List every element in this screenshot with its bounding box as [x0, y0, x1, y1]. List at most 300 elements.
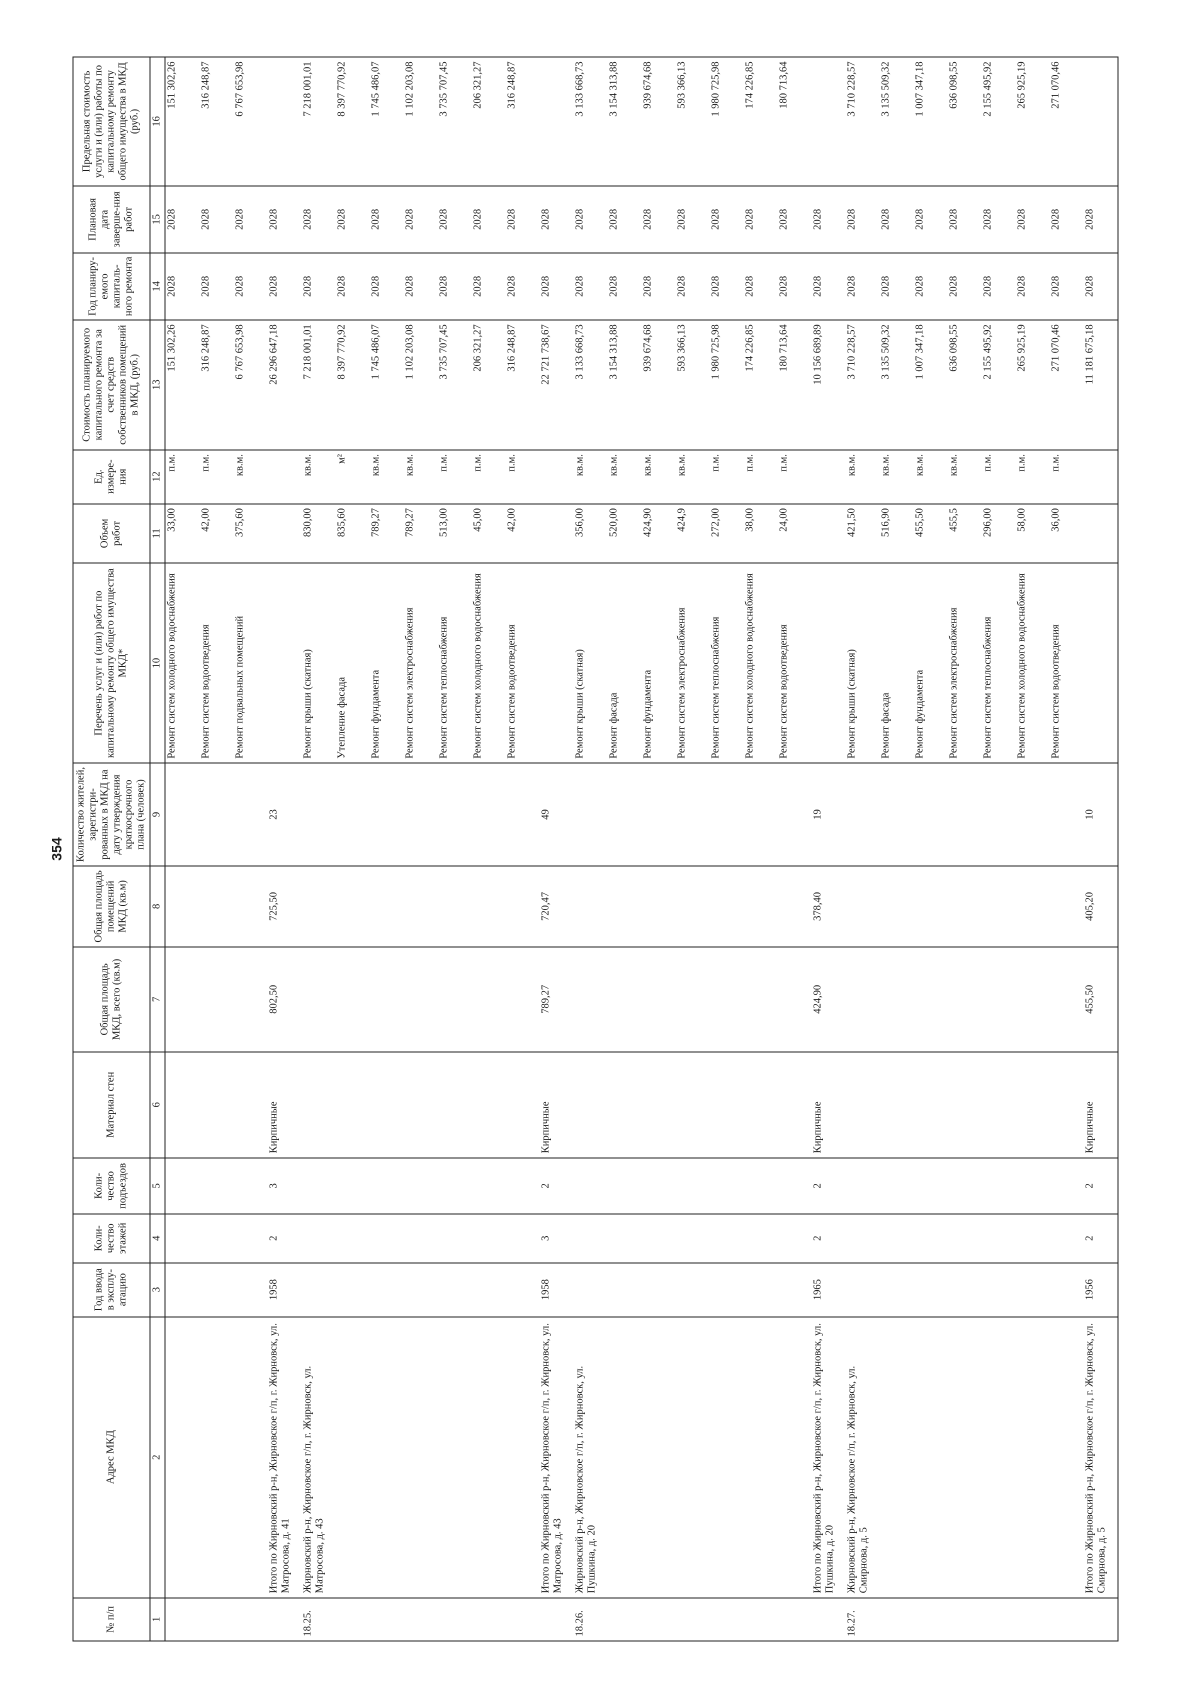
table-cell: [812, 1597, 846, 1640]
table-cell: 6 767 653,98: [234, 57, 268, 186]
table-cell: [1016, 1316, 1050, 1597]
table-cell: [982, 1157, 1016, 1213]
table-cell: [676, 1213, 710, 1262]
table-cell: [472, 946, 506, 1051]
table-row: [744, 57, 778, 1641]
table-cell: [165, 946, 200, 1051]
table-cell: [370, 1316, 404, 1597]
table-cell: 174 226,85: [744, 319, 778, 449]
table-cell: 1965: [812, 1262, 846, 1316]
table-cell: 1 745 486,07: [370, 319, 404, 449]
col-number: 8: [150, 865, 165, 946]
table-cell: [506, 1597, 540, 1640]
table-cell: [1050, 1051, 1084, 1157]
table-row: [165, 57, 200, 1641]
table-cell: [268, 449, 302, 503]
col-number: 12: [150, 449, 165, 503]
table-cell: [1016, 1051, 1050, 1157]
table-cell: [914, 1213, 948, 1262]
table-cell: [302, 1262, 336, 1316]
table-cell: [1084, 563, 1119, 763]
table-cell: [914, 1157, 948, 1213]
table-cell: 2028: [472, 185, 506, 252]
table-cell: 2028: [778, 252, 812, 319]
table-cell: [880, 946, 914, 1051]
table-cell: [472, 1051, 506, 1157]
table-cell: [608, 1316, 642, 1597]
table-cell: 424,9: [676, 503, 710, 562]
table-cell: 2 155 495,92: [982, 319, 1016, 449]
table-cell: кв.м.: [302, 449, 336, 503]
table-cell: 316 248,87: [506, 319, 540, 449]
table-cell: Ремонт систем теплоснабжения: [982, 563, 1016, 763]
table-cell: [234, 865, 268, 946]
table-cell: 2028: [268, 185, 302, 252]
table-cell: [165, 1262, 200, 1316]
table-cell: кв.м.: [948, 449, 982, 503]
table-cell: Жирновский р-н, Жирновское г/п, г. Жирновск, ул. Смирнова, д. 5: [846, 1316, 880, 1597]
table-cell: [404, 946, 438, 1051]
table-cell: Итого по Жирновский р-н, Жирновское г/п, г. Жирновск, ул. Матросова, д. 41: [268, 1316, 302, 1597]
table-cell: Кирпичные: [540, 1051, 574, 1157]
table-cell: 2028: [676, 185, 710, 252]
table-cell: [778, 1262, 812, 1316]
table-cell: [1016, 1597, 1050, 1640]
table-cell: [710, 946, 744, 1051]
table-cell: [1050, 946, 1084, 1051]
table-cell: [778, 763, 812, 866]
table-cell: [370, 1262, 404, 1316]
table-cell: [982, 763, 1016, 866]
table-cell: 2028: [744, 252, 778, 319]
table-cell: [472, 1597, 506, 1640]
table-cell: [574, 1262, 608, 1316]
table-cell: 2: [268, 1213, 302, 1262]
table-cell: [506, 865, 540, 946]
col-number: 5: [150, 1157, 165, 1213]
table-cell: [778, 865, 812, 946]
table-cell: Ремонт фундамента: [642, 563, 676, 763]
table-cell: 2028: [302, 185, 336, 252]
table-cell: 1 980 725,98: [710, 319, 744, 449]
table-cell: [1084, 1597, 1119, 1640]
table-cell: [914, 865, 948, 946]
col-header: Общая площадь МКД, всего (кв.м): [73, 946, 150, 1051]
table-cell: [200, 1051, 234, 1157]
table-cell: [608, 1051, 642, 1157]
table-cell: [642, 865, 676, 946]
table-cell: [948, 1213, 982, 1262]
table-cell: [778, 1213, 812, 1262]
table-cell: [778, 1051, 812, 1157]
col-header: Перечень услуг и (или) работ по капитальному ремонту общего имущества МКД*: [73, 563, 150, 763]
table-cell: Ремонт систем водоотведения: [506, 563, 540, 763]
table-cell: 1 102 203,08: [404, 57, 438, 186]
table-cell: 3 135 509,32: [880, 319, 914, 449]
table-cell: 36,00: [1050, 503, 1084, 562]
table-cell: [948, 1051, 982, 1157]
table-cell: [778, 946, 812, 1051]
table-cell: 3 710 228,57: [846, 57, 880, 186]
table-row: [404, 57, 438, 1641]
table-cell: [336, 865, 370, 946]
table-cell: п.м.: [778, 449, 812, 503]
table-cell: 6 767 653,98: [234, 319, 268, 449]
table-cell: [574, 763, 608, 866]
table-cell: [676, 763, 710, 866]
table-cell: [165, 763, 200, 866]
table-cell: [472, 1157, 506, 1213]
table-cell: 2: [540, 1157, 574, 1213]
table-row: [1084, 57, 1119, 1641]
table-row: [302, 57, 336, 1641]
table-cell: 405,20: [1084, 865, 1119, 946]
col-number: 6: [150, 1051, 165, 1157]
col-header: Адрес МКД: [73, 1316, 150, 1597]
table-cell: 206 321,27: [472, 57, 506, 186]
table-cell: п.м.: [710, 449, 744, 503]
table-cell: 2028: [812, 185, 846, 252]
table-cell: [1050, 1213, 1084, 1262]
table-cell: [710, 763, 744, 866]
table-cell: 2028: [506, 185, 540, 252]
table-cell: [234, 1597, 268, 1640]
table-cell: 10: [1084, 763, 1119, 866]
table-cell: [165, 1597, 200, 1640]
table-cell: Кирпичные: [812, 1051, 846, 1157]
table-cell: [234, 1157, 268, 1213]
table-cell: [302, 1157, 336, 1213]
table-cell: п.м.: [506, 449, 540, 503]
table-cell: 2: [1084, 1157, 1119, 1213]
table-cell: [404, 865, 438, 946]
table-cell: 2028: [370, 185, 404, 252]
table-row: [812, 57, 846, 1641]
table-cell: [336, 1262, 370, 1316]
table-cell: [1084, 449, 1119, 503]
table-cell: [506, 1051, 540, 1157]
table-cell: п.м.: [200, 449, 234, 503]
table-cell: [404, 1262, 438, 1316]
table-cell: 2028: [982, 185, 1016, 252]
table-cell: Кирпичные: [268, 1051, 302, 1157]
table-cell: 296,00: [982, 503, 1016, 562]
table-cell: [676, 1262, 710, 1316]
column-number-row: [150, 57, 165, 1641]
table-cell: [438, 1316, 472, 1597]
table-cell: [302, 1051, 336, 1157]
table-cell: 265 925,19: [1016, 319, 1050, 449]
table-cell: [778, 1157, 812, 1213]
table-cell: 2028: [812, 252, 846, 319]
col-header: Плановая дата заверше-ния работ: [73, 185, 150, 252]
table-cell: [880, 763, 914, 866]
table-cell: 1958: [268, 1262, 302, 1316]
col-number: 15: [150, 185, 165, 252]
table-row: [710, 57, 744, 1641]
table-cell: [880, 1316, 914, 1597]
table-cell: [165, 1213, 200, 1262]
table-cell: [676, 1316, 710, 1597]
table-cell: [165, 1157, 200, 1213]
table-cell: [846, 1262, 880, 1316]
table-cell: Утепление фасада: [336, 563, 370, 763]
table-cell: [438, 1157, 472, 1213]
table-cell: 2028: [642, 252, 676, 319]
table-row: [234, 57, 268, 1641]
table-cell: [302, 763, 336, 866]
table-cell: кв.м.: [574, 449, 608, 503]
table-cell: [880, 1262, 914, 1316]
table-cell: 378,40: [812, 865, 846, 946]
table-cell: [812, 563, 846, 763]
table-cell: [200, 865, 234, 946]
table-cell: Ремонт крыши (скатная): [574, 563, 608, 763]
table-cell: Ремонт систем холодного водоснабжения: [744, 563, 778, 763]
table-row: [914, 57, 948, 1641]
table-row: [200, 57, 234, 1641]
table-cell: [540, 57, 574, 186]
table-cell: 2028: [268, 252, 302, 319]
table-cell: 2028: [914, 252, 948, 319]
table-cell: п.м.: [1016, 449, 1050, 503]
table-cell: [914, 1262, 948, 1316]
table-cell: [642, 763, 676, 866]
table-cell: [1016, 1157, 1050, 1213]
table-cell: [744, 763, 778, 866]
table-cell: 2 155 495,92: [982, 57, 1016, 186]
table-cell: 42,00: [200, 503, 234, 562]
table-cell: Ремонт систем электроснабжения: [404, 563, 438, 763]
table-cell: [574, 1213, 608, 1262]
table-cell: 3 154 313,88: [608, 57, 642, 186]
table-cell: [404, 1597, 438, 1640]
table-row: [982, 57, 1016, 1641]
table-cell: [948, 763, 982, 866]
table-cell: [234, 1213, 268, 1262]
header-row: [73, 57, 150, 1641]
table-cell: 516,90: [880, 503, 914, 562]
table-cell: 939 674,68: [642, 57, 676, 186]
table-cell: 2028: [608, 185, 642, 252]
table-cell: [608, 1157, 642, 1213]
table-cell: 272,00: [710, 503, 744, 562]
table-cell: [506, 1262, 540, 1316]
table-cell: Ремонт систем электроснабжения: [676, 563, 710, 763]
table-cell: [438, 763, 472, 866]
table-cell: [710, 1051, 744, 1157]
table-cell: [438, 1597, 472, 1640]
table-cell: 18.27.: [846, 1597, 880, 1640]
table-cell: [982, 865, 1016, 946]
table-cell: [200, 1157, 234, 1213]
table-cell: [370, 946, 404, 1051]
col-header: Стоимость планируемого капитального ремонта за счет средств собственников помещений в МКД, (руб.): [73, 319, 150, 449]
table-cell: 1 007 347,18: [914, 319, 948, 449]
table-cell: [438, 946, 472, 1051]
table-cell: 23: [268, 763, 302, 866]
table-cell: 593 366,13: [676, 57, 710, 186]
table-cell: 18.25.: [302, 1597, 336, 1640]
table-row: [642, 57, 676, 1641]
table-cell: кв.м.: [642, 449, 676, 503]
table-cell: 22 721 738,67: [540, 319, 574, 449]
table-cell: [336, 1316, 370, 1597]
table-cell: Ремонт фасада: [608, 563, 642, 763]
table-cell: 2028: [1084, 252, 1119, 319]
table-cell: [234, 763, 268, 866]
table-cell: [370, 1213, 404, 1262]
rotated-sheet: [43, 26, 1158, 1671]
table-cell: 2028: [642, 185, 676, 252]
table-cell: 3 735 707,45: [438, 319, 472, 449]
table-cell: кв.м.: [676, 449, 710, 503]
table-cell: [302, 1213, 336, 1262]
table-cell: 26 296 647,18: [268, 319, 302, 449]
table-cell: [336, 1597, 370, 1640]
table-cell: [370, 1051, 404, 1157]
table-cell: Ремонт систем холодного водоснабжения: [165, 563, 200, 763]
table-row: [574, 57, 608, 1641]
table-cell: 421,50: [846, 503, 880, 562]
table-cell: [880, 1051, 914, 1157]
table-cell: 455,5: [948, 503, 982, 562]
table-cell: [200, 1262, 234, 1316]
table-cell: [506, 763, 540, 866]
table-cell: Ремонт систем водоотведения: [778, 563, 812, 763]
table-cell: [744, 1597, 778, 1640]
table-cell: [676, 1597, 710, 1640]
table-cell: [880, 1157, 914, 1213]
table-cell: Кирпичные: [1084, 1051, 1119, 1157]
table-row: [608, 57, 642, 1641]
table-cell: [200, 763, 234, 866]
table-cell: 2028: [200, 252, 234, 319]
table-cell: 151 302,26: [165, 319, 200, 449]
table-cell: [200, 1597, 234, 1640]
table-cell: Итого по Жирновский р-н, Жирновское г/п, г. Жирновск, ул. Пушкина, д. 20: [812, 1316, 846, 1597]
col-number: 3: [150, 1262, 165, 1316]
table-cell: 174 226,85: [744, 57, 778, 186]
table-cell: 7 218 001,01: [302, 57, 336, 186]
table-cell: [608, 865, 642, 946]
table-cell: 1 980 725,98: [710, 57, 744, 186]
table-cell: [744, 1157, 778, 1213]
table-cell: [506, 1157, 540, 1213]
table-row: [472, 57, 506, 1641]
table-cell: [778, 1597, 812, 1640]
table-cell: 830,00: [302, 503, 336, 562]
table-cell: 3 710 228,57: [846, 319, 880, 449]
table-cell: 271 070,46: [1050, 57, 1084, 186]
table-cell: [982, 1262, 1016, 1316]
table-cell: 2028: [1016, 252, 1050, 319]
table-cell: 455,50: [1084, 946, 1119, 1051]
table-cell: [472, 763, 506, 866]
table-cell: [302, 946, 336, 1051]
table-cell: [336, 1051, 370, 1157]
table-cell: [1016, 865, 1050, 946]
table-cell: [676, 1051, 710, 1157]
table-cell: 2028: [165, 185, 200, 252]
table-cell: Итого по Жирновский р-н, Жирновское г/п, г. Жирновск, ул. Матросова, д. 43: [540, 1316, 574, 1597]
table-cell: 2028: [880, 185, 914, 252]
table-cell: [744, 946, 778, 1051]
table-cell: [1016, 1262, 1050, 1316]
table-cell: Ремонт крыши (скатная): [302, 563, 336, 763]
table-cell: 2028: [778, 185, 812, 252]
table-cell: 1 745 486,07: [370, 57, 404, 186]
table-cell: [438, 1213, 472, 1262]
table-cell: [438, 865, 472, 946]
table-cell: 151 302,26: [165, 57, 200, 186]
table-cell: [982, 1213, 1016, 1262]
col-number: 14: [150, 252, 165, 319]
table-cell: [948, 946, 982, 1051]
table-cell: 316 248,87: [200, 319, 234, 449]
table-cell: п.м.: [438, 449, 472, 503]
table-cell: [914, 763, 948, 866]
table-cell: [642, 1051, 676, 1157]
table-cell: [574, 865, 608, 946]
table-cell: Ремонт систем теплоснабжения: [438, 563, 472, 763]
table-cell: 789,27: [370, 503, 404, 562]
table-cell: п.м.: [744, 449, 778, 503]
table-cell: [1016, 1213, 1050, 1262]
table-cell: п.м.: [1050, 449, 1084, 503]
table-cell: Ремонт крыши (скатная): [846, 563, 880, 763]
table-cell: [948, 865, 982, 946]
table-row: [1016, 57, 1050, 1641]
table-cell: 1956: [1084, 1262, 1119, 1316]
page-number: 354: [48, 836, 65, 861]
table-cell: кв.м.: [608, 449, 642, 503]
table-cell: Жирновский р-н, Жирновское г/п, г. Жирновск, ул. Матросова, д. 43: [302, 1316, 336, 1597]
table-cell: 58,00: [1016, 503, 1050, 562]
table-cell: [1050, 1316, 1084, 1597]
table-cell: [676, 865, 710, 946]
table-cell: Ремонт систем теплоснабжения: [710, 563, 744, 763]
table-cell: 38,00: [744, 503, 778, 562]
table-cell: Ремонт систем водоотведения: [200, 563, 234, 763]
table-cell: [472, 1316, 506, 1597]
table-cell: м²: [336, 449, 370, 503]
table-cell: кв.м.: [370, 449, 404, 503]
table-cell: [506, 1213, 540, 1262]
table-cell: 271 070,46: [1050, 319, 1084, 449]
table-cell: кв.м.: [404, 449, 438, 503]
table-cell: 2028: [710, 185, 744, 252]
table-cell: [608, 1597, 642, 1640]
table-cell: п.м.: [472, 449, 506, 503]
table-cell: [404, 1157, 438, 1213]
table-cell: 2028: [404, 252, 438, 319]
table-cell: [234, 1316, 268, 1597]
table-cell: [948, 1262, 982, 1316]
table-cell: [744, 865, 778, 946]
table-cell: 725,50: [268, 865, 302, 946]
table-cell: [165, 1051, 200, 1157]
table-cell: [1050, 763, 1084, 866]
table-cell: 513,00: [438, 503, 472, 562]
table-cell: 2028: [948, 185, 982, 252]
table-cell: 42,00: [506, 503, 540, 562]
table-cell: [1050, 1262, 1084, 1316]
table-row: [676, 57, 710, 1641]
table-cell: [200, 1213, 234, 1262]
table-cell: [404, 1213, 438, 1262]
table-cell: 2028: [914, 185, 948, 252]
